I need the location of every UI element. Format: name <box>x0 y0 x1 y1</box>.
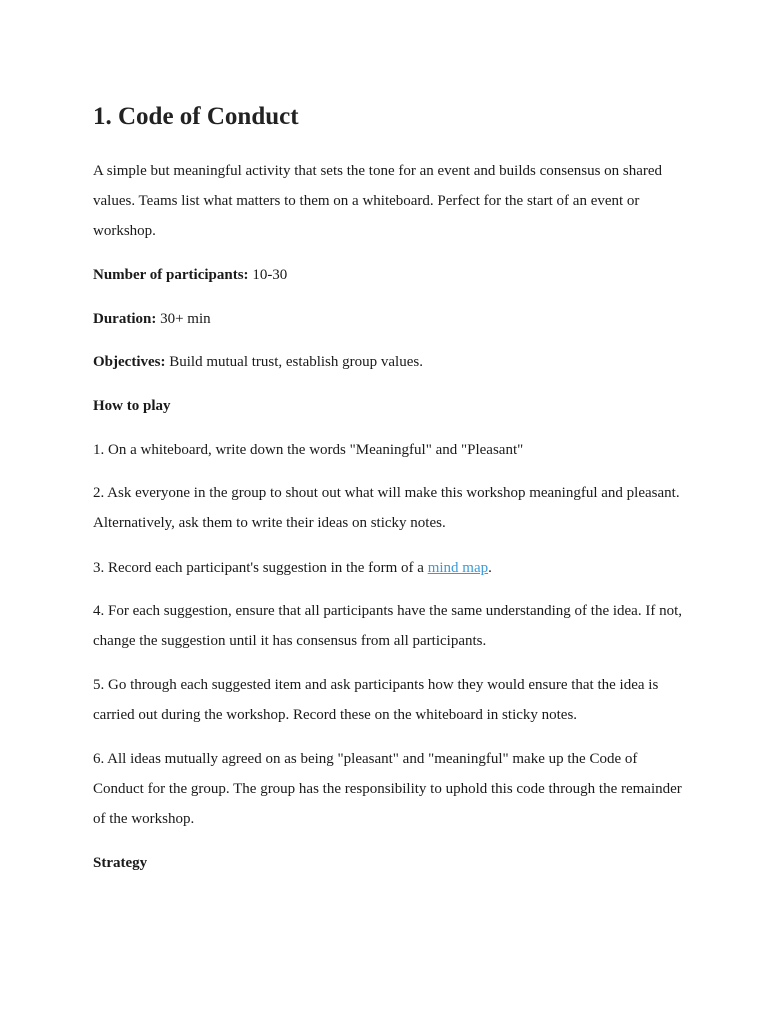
how-to-play-heading: How to play <box>93 398 171 414</box>
participants-line <box>93 260 683 290</box>
duration-label: Duration: <box>93 311 157 327</box>
step-4: 4. For each suggestion, ensure that all participants have the same understanding of the idea. If not, change the suggestion until it has consensus from all participants. <box>93 603 682 649</box>
step-1: 1. On a whiteboard, write down the words "Meaningful" and "Pleasant" <box>93 442 524 458</box>
page-title: 1. Code of Conduct <box>93 103 299 130</box>
participants-label: Number of participants: <box>93 267 249 283</box>
objectives-label: Objectives: <box>93 354 166 370</box>
objectives-value: Build mutual trust, establish group values. <box>169 354 423 370</box>
step-2: 2. Ask everyone in the group to shout out what will make this workshop meaningful and pleasant. Alternatively, ask them to write their ideas on sticky notes. <box>93 485 680 531</box>
step-6: 6. All ideas mutually agreed on as being "pleasant" and "meaningful" make up the Code of Conduct for the group. The group has the responsibility to uphold this code through the remainder of the workshop. <box>93 751 682 827</box>
duration-line <box>93 304 683 334</box>
duration-value: 30+ min <box>160 311 211 327</box>
mind-map-link[interactable]: mind map <box>427 560 489 576</box>
objectives-line <box>93 347 683 377</box>
intro-paragraph: A simple but meaningful activity that sets the tone for an event and builds consensus on shared values. Teams list what matters to them on a whiteboard. Perfect for the start of an event or workshop. <box>93 163 663 239</box>
step-3-text: 3. Record each participant's suggestion in the form of a <box>93 560 428 576</box>
step-5: 5. Go through each suggested item and ask participants how they would ensure that the idea is carried out during the workshop. Record these on the whiteboard in sticky notes. <box>93 677 659 723</box>
participants-value: 10-30 <box>252 267 288 283</box>
step-3 <box>93 553 683 583</box>
step-3-end: . <box>488 560 492 576</box>
strategy-heading: Strategy <box>93 855 148 871</box>
